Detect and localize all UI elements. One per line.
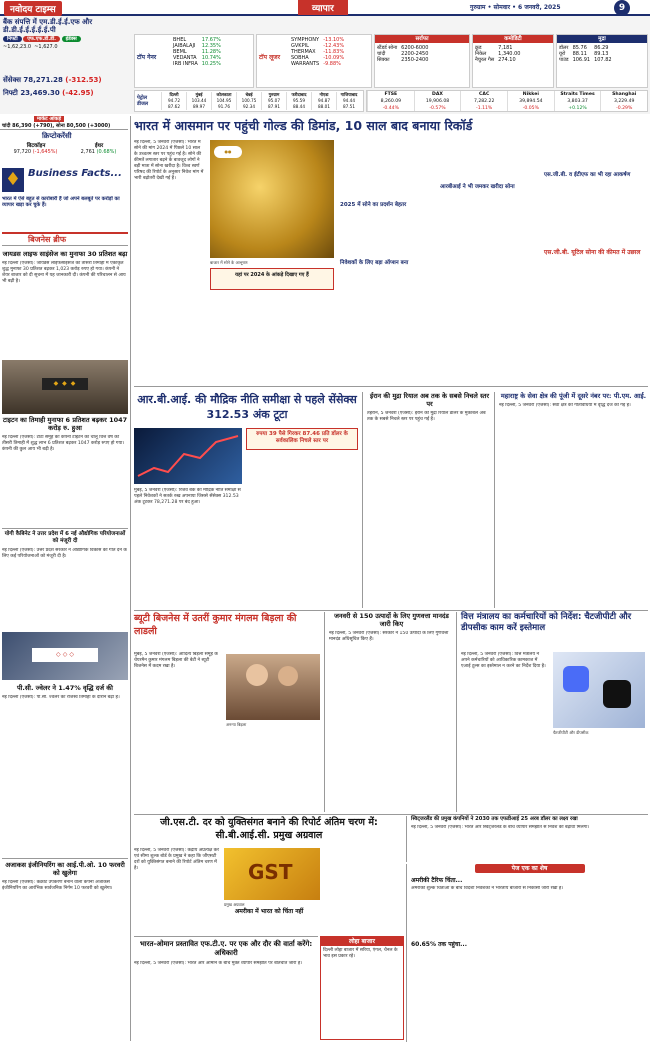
lower-divider xyxy=(134,814,648,815)
gst-body: नई दिल्ली, 5 जनवरी (एजेंसी): केंद्रीय अप्रत्यक्ष कर एवं सीमा शुल्क बोर्ड के प्रमुख ने कहा कि जीएसटी दरों को युक्तिसंगत बनाने की रिपोर्ट अंतिम चरण में है। xyxy=(134,848,220,871)
intl-index-label: Nikkei xyxy=(522,92,539,97)
bullion-label: स्टैंडर्ड सोना xyxy=(377,45,398,51)
fuel-table xyxy=(134,90,364,112)
intl-index xyxy=(554,91,601,111)
forex-buy: 88.11 xyxy=(572,51,587,57)
fuel-diesel: 92.34 xyxy=(243,104,255,109)
intl-index xyxy=(507,91,554,111)
intl-index-change: -0.05% xyxy=(522,106,539,111)
forex-sell: 86.29 xyxy=(594,45,609,51)
finmin-body: नई दिल्ली, 5 जनवरी (एजेंसी): वित्त मंत्रालय ने अपने कर्मचारियों को आधिकारिक कामकाज में एआई टूल्स का इस्तेमाल न करने का निर्देश दिया है। xyxy=(461,652,546,669)
commodity-title: कमोडिटी xyxy=(473,35,553,43)
gst-body-col3 xyxy=(324,848,404,932)
edition-line: गुरुग्राम • सोमवार • 6 जनवरी, 2025 xyxy=(470,4,561,11)
loser-pct: -12.43% xyxy=(323,43,345,49)
facts-body: भारत में ऐसे बहुत से कारोबारी हैं जो अपने बलबूते पर करोड़ों का व्यापार खड़ा कर चुके हैं। xyxy=(2,196,120,208)
fuel-city: चेन्नई xyxy=(245,92,253,97)
fuel-city-column xyxy=(286,92,311,110)
foreign-body-2 xyxy=(411,950,648,1030)
bullion-label: चांदी xyxy=(377,51,386,57)
gst-img-text: GST xyxy=(248,860,293,884)
fuel-city-column xyxy=(236,92,261,110)
foreign-body: अमरीकी शुल्क चिंताओं के बीच विदेशी निवेशकों ने भारतीय बाजारों से निकासी जारी रखी है। xyxy=(411,886,564,891)
nifty-label: निफ्टी xyxy=(3,89,18,97)
loser-pct: -11.83% xyxy=(323,49,345,55)
forex-label: पाउंड xyxy=(559,57,569,63)
foreign-sub: अमरीकी टैरिफ चिंता... xyxy=(411,877,463,884)
intl-index-value: 3,229.49 xyxy=(613,99,635,104)
fuel-city-column xyxy=(336,92,361,110)
loha-title: लोहा बाजार xyxy=(321,937,403,946)
brief-1-body: नई दिल्ली (एजेंसी): जायडस लाइफसाइंसेज का तीसरी तिमाही में एकीकृत शुद्ध मुनाफा 30 प्रतिशत बढ़कर 1,023 करोड़ रुपए हो गया। कंपनी ने शेयर बाजार को दी सूचना में यह जानकारी दी। कंपनी की परिचालन से आय भी बढ़ी है। xyxy=(2,261,126,284)
bullion-value: 6200-6000 xyxy=(401,45,429,51)
commodity-table xyxy=(473,45,522,63)
beauty-headline: ब्यूटी बिजनेस में उतरीं कुमार मंगलम बिड़ला की लाडली xyxy=(134,613,297,637)
brief-1 xyxy=(2,250,128,358)
lead-col4 xyxy=(440,140,540,376)
fuel-diesel: 87.62 xyxy=(168,104,180,109)
ai-apps-photo xyxy=(553,652,645,728)
gainer-name: JAIBALAJI xyxy=(173,43,196,49)
intl-indices xyxy=(366,90,648,112)
rbi-headline: आर.बी.आई. की मौद्रिक नीति समीक्षा से पहले सेंसेक्स 312.53 अंक टूटा xyxy=(137,393,357,421)
foreign-sub2: 60.65% तक पहुंचा... xyxy=(411,941,467,948)
lead-body: नई दिल्ली, 5 जनवरी (एजेंसी): भारत में सोने की मांग 2024 में पिछले 10 साल के उच्चतम स्तर पर पहुंच गई है। सोने की कीमतें लगातार बढ़ने के बावजूद लोगों ने बड़ी मात्रा में सोना खरीदा है। विश्व स्वर्ण परिषद की रिपोर्ट के अनुसार निवेश मांग में भारी बढ़ोतरी देखी गई है। xyxy=(134,140,204,181)
lead-divider xyxy=(134,386,648,387)
mid-divider xyxy=(134,610,648,611)
fuel-city: गुरुग्राम xyxy=(268,92,280,97)
brief-2-title: टाइटन का तिमाही मुनाफा 6 प्रतिशत बढ़कर 1047 करोड़ रु. हुआ xyxy=(2,416,128,432)
oman-headline: भारत-ओमान प्रस्तावित एफ.टी.ए. पर एक और दौर की वार्ता करेंगे: अधिकारी xyxy=(139,940,313,957)
forex-buy: 106.91 xyxy=(572,57,591,63)
fuel-city-column xyxy=(261,92,286,110)
commodity-box xyxy=(472,34,554,88)
loser-pct: -9.88% xyxy=(323,61,341,67)
loser-name: SYMPHONY xyxy=(291,37,320,43)
loha-box xyxy=(320,936,404,1040)
fuel-city-column xyxy=(161,92,186,110)
lead-subhead-e: एस.जी.बी. यूटिल सोना की कीमत में उछाल xyxy=(544,249,641,256)
fuel-petrol: 103.44 xyxy=(191,98,207,103)
iran-body: तेहरान, 5 जनवरी (एजेंसी): ईरान की मुद्रा रियाल डॉलर के मुकाबले अब तक के सबसे निचले स्तर पर पहुंच गई है। xyxy=(367,411,486,422)
intl-index xyxy=(367,91,414,111)
sensex-value: 78,271.28 xyxy=(23,76,63,84)
brief-5-title: अजाकस इंजीनियरिंग का आई.पी.ओ. 10 फरवरी को खुलेगा xyxy=(5,861,125,877)
lakh-story xyxy=(324,612,454,812)
fuel-petrol: 95.59 xyxy=(293,98,305,103)
msme-story xyxy=(494,392,648,608)
facts-icon: ♦ xyxy=(2,168,24,192)
gainer-pct: 11.28% xyxy=(201,49,221,55)
fuel-diesel: 89.97 xyxy=(193,104,205,109)
facts-title: Business Facts... xyxy=(28,168,122,179)
commodity-label: नैचुरल गैस xyxy=(475,57,495,63)
fuel-city-column xyxy=(211,92,236,110)
top-gainers xyxy=(134,34,254,88)
rbi-body-col2 xyxy=(246,454,358,604)
gainer-name: IRB INFRA xyxy=(173,61,198,67)
gainers-table xyxy=(171,37,223,67)
us-story xyxy=(224,908,314,934)
index-strip xyxy=(3,76,133,98)
beauty-story xyxy=(134,612,322,812)
gainer-pct: 12.35% xyxy=(201,43,221,49)
brief-header xyxy=(2,232,128,246)
app-icon xyxy=(563,666,589,692)
market-block xyxy=(0,16,650,114)
nifty-change: (-42.95) xyxy=(62,89,94,97)
msme-headline: महाराष्ट्र के सेवा क्षेत्र की पूंजी में दूसरे नंबर पर: पी.एम. आई. xyxy=(500,392,647,400)
fuel-city: दिल्ली xyxy=(169,92,179,97)
lead-headline: भारत में आसमान पर पहुंची गोल्ड की डिमांड, 10 साल बाद बनाया रिकॉर्ड xyxy=(134,118,473,133)
page-number: 9 xyxy=(614,0,630,16)
lakh-body: नई दिल्ली, 5 जनवरी (एजेंसी): सरकार ने 150 उत्पादों के लिए गुणवत्ता मानदंड अधिसूचित किए हैं। xyxy=(329,631,449,642)
foreign-title: पेज एक का शेष xyxy=(475,864,585,873)
fuel-diesel: 91.76 xyxy=(218,104,230,109)
oman-body: नई दिल्ली, 5 जनवरी (एजेंसी): भारत और ओमान के बीच मुक्त व्यापार समझौते पर बातचीत जारी है। xyxy=(134,961,303,966)
lead-subhead-d: एस.जी.बी. व ईटीएफ का भी रहा आकर्षण xyxy=(544,172,631,178)
swiss-headline: स्विट्जरलैंड की प्रमुख कंपनियों ने 2030 तक एफडीआई 25 अरब डॉलर का लक्ष्य रखा xyxy=(411,816,578,822)
beauty-caption: अनन्या बिड़ला xyxy=(226,722,247,727)
lead-col5 xyxy=(544,140,648,376)
crypto-box xyxy=(2,132,128,164)
commodity-label: क्रूड xyxy=(475,45,482,51)
msme-body: नई दिल्ली, 5 जनवरी (एजेंसी): सेवा क्षेत्र की गतिविधियों में वृद्धि दर्ज की गई है। xyxy=(499,403,631,408)
brief-title: बिजनेस ब्रीफ xyxy=(28,235,67,244)
fuel-diesel: 87.51 xyxy=(343,104,355,109)
foreign-story xyxy=(406,864,648,1042)
eth-change: (0.68%) xyxy=(96,149,117,155)
fuel-diesel: 88.44 xyxy=(293,104,305,109)
brief-4-body: नई दिल्ली (एजेंसी): पी.सी. ज्वेलर का राजस्व तिमाही के दौरान बढ़ा है। xyxy=(2,695,120,700)
intl-index-change: -0.57% xyxy=(429,106,446,111)
person-icon xyxy=(278,666,298,686)
gainer-name: BEML xyxy=(173,49,187,55)
bullion-value: 2350-2400 xyxy=(401,57,429,63)
lead-subhead-c: आरबीआई ने भी जमकर खरीदा सोना xyxy=(440,184,515,190)
loser-pct: -10.09% xyxy=(323,55,345,61)
beauty-body: मुंबई, 5 जनवरी (एजेंसी): आदित्य बिड़ला समूह के चेयरमैन कुमार मंगलम बिड़ला की बेटी ने ब्यूटी बिजनेस में कदम रखा है। xyxy=(134,652,218,669)
bullion-label: सिक्का xyxy=(377,57,390,63)
pc-jeweller-sign: ◇ ◇ ◇ xyxy=(32,648,98,662)
intl-index-change: -0.44% xyxy=(382,106,399,111)
row-label-index: इंडेक्स xyxy=(62,36,81,42)
ticker-text: चांदी 86,390 (+790), सोना 80,500 (+3000) xyxy=(2,123,111,129)
birla-photo xyxy=(226,654,320,720)
fuel-petrol: 94.72 xyxy=(168,98,180,103)
fuel-diesel: 87.91 xyxy=(268,104,280,109)
masthead xyxy=(0,0,650,16)
sensex-change: (-312.53) xyxy=(65,76,102,84)
bullion-value: 2200-2450 xyxy=(401,51,429,57)
bullion-box xyxy=(374,34,470,88)
intl-index-label: FTSE xyxy=(384,92,398,97)
value-1: ~1,62,23.0 xyxy=(3,44,32,50)
swiss-story xyxy=(406,816,648,862)
gainer-pct: 10.25% xyxy=(201,61,221,67)
oman-story xyxy=(134,936,318,1040)
intl-index-label: CAC xyxy=(479,92,490,97)
gold-bars-photo xyxy=(210,140,334,258)
lead-story xyxy=(134,118,648,384)
intl-index xyxy=(460,91,507,111)
gst-headline: जी.एस.टी. दर को युक्तिसंगत बनाने की रिपोर्ट अंतिम चरण में: सी.बी.आई.सी. प्रमुख अग्रवाल xyxy=(160,817,378,841)
commodity-value: 1,340.00 xyxy=(498,51,521,57)
loser-name: THERMAX xyxy=(291,49,316,55)
btc-label: बिटकॉइन xyxy=(26,143,46,149)
us-headline: अमरीका में भारत को चिंता नहीं xyxy=(234,908,304,915)
brief-3 xyxy=(2,528,128,628)
sensex-label: सेंसेक्स xyxy=(3,76,21,84)
brief-2-body: नई दिल्ली (एजेंसी): टाटा समूह की कंपनी टाइटन का चालू वित्त वर्ष की तीसरी तिमाही में शुद्ध लाभ 6 प्रतिशत बढ़कर 1047 करोड़ रुपए हो गया। कंपनी की कुल आय भी बढ़ी है। xyxy=(2,435,125,452)
column-divider xyxy=(130,116,131,1041)
gold-caption: बाजार में सोने के आभूषण xyxy=(210,260,248,265)
loser-name: WARRANTS xyxy=(291,61,320,67)
intl-index-change: +0.12% xyxy=(568,106,587,111)
value-2: ~1,627.0 xyxy=(34,44,58,50)
fuel-city: गाजियाबाद xyxy=(340,92,358,97)
lead-subhead-a: 2025 में सोने का प्रदर्शन बेहतर xyxy=(340,202,407,208)
finmin-headline: वित्त मंत्रालय का कर्मचारियों को निर्देश: चैटजीपीटी और डीपसीक काम करें इस्तेमाल xyxy=(461,612,632,633)
market-headline: बैंक संपत्ति में एम.डी.ई.ई.एफ और डी.डी.ई.ई.ई.ई.ई.पी xyxy=(3,18,93,34)
fuel-city: कोलकाता xyxy=(216,92,232,97)
intl-grid xyxy=(367,91,647,111)
rbi-body: मुंबई, 5 जनवरी (एजेंसी): रिजर्व बैंक की मौद्रिक नीति समीक्षा से पहले निवेशकों ने सतर्क रुख अपनाया जिससे सेंसेक्स 312.53 अंक टूटकर 78,271.28 पर बंद हुआ। xyxy=(134,488,241,505)
intl-index-value: 7,282.22 xyxy=(473,99,495,104)
pc-jeweller-photo xyxy=(2,632,128,680)
commodity-label: निकेल xyxy=(475,51,487,57)
fuel-title: पेट्रोल डीजल xyxy=(137,95,149,107)
ticker-bar xyxy=(0,116,128,130)
loha-body: दिल्ली लोहा बाजार में सरिया, एंगल, चैनल के भाव इस प्रकार रहे। xyxy=(323,948,398,959)
intl-index xyxy=(600,91,647,111)
gst-photo xyxy=(224,848,320,900)
intl-index-change: -1.11% xyxy=(476,106,493,111)
gainer-name: BHEL xyxy=(173,37,187,43)
stock-chart-photo xyxy=(134,428,242,484)
section-title: व्यापार xyxy=(298,0,348,15)
intl-index-value: 3,803.37 xyxy=(567,99,588,104)
intl-index xyxy=(414,91,461,111)
gainer-pct: 10.74% xyxy=(201,55,221,61)
btc-change: (-1,645%) xyxy=(32,149,58,155)
gst-caption: प्रमुख अग्रवाल xyxy=(224,902,245,907)
losers-title: टॉप लूजर xyxy=(259,54,281,61)
intl-index-change: -0.29% xyxy=(616,106,633,111)
titan-logo: ◆ ◆ ◆ xyxy=(42,378,88,390)
row-label-nifty: निफ्टी xyxy=(3,36,22,42)
row-label-ffdd: एफ.एफ.डी.डी. xyxy=(23,36,60,42)
gainers-title: टॉप गेनर xyxy=(137,54,157,61)
brief-1-title: जायडस लाइफ साइंसेज का मुनाफा 30 प्रतिशत बढ़ा xyxy=(2,250,128,258)
fuel-city: नोएडा xyxy=(319,92,329,97)
fuel-petrol: 100.75 xyxy=(241,98,257,103)
forex-sell: 89.13 xyxy=(594,51,609,57)
gold-council-logo: ●● xyxy=(214,146,242,158)
brief-5-body: नई दिल्ली (एजेंसी): कंक्रीट उपकरण बनाने वाली कंपनी अजाकस इंजीनियरिंग का आरंभिक सार्वजनिक निर्गम 10 फरवरी को खुलेगा। xyxy=(2,880,113,891)
brief-3-title: योगी कैबिनेट ने उत्तर प्रदेश में 6 नई औद्योगिक परियोजनाओं को मंजूरी दी xyxy=(4,531,126,544)
fuel-grid xyxy=(161,92,361,110)
loser-name: SOBHA xyxy=(291,55,309,61)
fuel-petrol: 94.87 xyxy=(318,98,330,103)
forex-table xyxy=(557,45,614,63)
crypto-title: क्रिप्टोकरेंसी xyxy=(42,132,72,140)
lakh-headline: जनवरी से 150 उत्पादों के लिए गुणवत्ता मानदंड जारी किए xyxy=(334,612,449,628)
lead-subhead-b: निवेशकों के लिए बड़ा ऑप्शन बना xyxy=(340,260,409,266)
brief-2 xyxy=(2,416,128,524)
nifty-value: 23,469.30 xyxy=(20,89,60,97)
lead-stat-text: यहां पर 2024 के आंकड़े दिखाए गए हैं xyxy=(235,272,309,278)
commodity-value: 274.10 xyxy=(498,57,516,63)
iran-headline: ईरान की मुद्रा रियाल अब तक के सबसे निचले स्तर पर xyxy=(370,392,489,408)
loser-name: GVKPIL xyxy=(291,43,309,49)
fuel-diesel: 88.01 xyxy=(318,104,330,109)
losers-table xyxy=(289,37,346,67)
intl-index-value: 19,906.08 xyxy=(425,99,450,104)
intl-index-label: DAX xyxy=(432,92,443,97)
rbi-story xyxy=(134,392,360,608)
gainer-pct: 17.67% xyxy=(201,37,221,43)
loser-pct: -13.10% xyxy=(323,37,345,43)
fuel-petrol: 104.95 xyxy=(216,98,232,103)
finmin-caption: चैटजीपीटी और डीपसीक xyxy=(553,730,589,735)
brief-3-body: नई दिल्ली (एजेंसी): उत्तर प्रदेश सरकार ने औद्योगिक विकास को गति देने के लिए कई परियोजनाओं को मंजूरी दी है। xyxy=(2,548,127,559)
top-losers xyxy=(256,34,372,88)
eth-label: ईथर xyxy=(94,143,104,149)
fuel-city: मुंबई xyxy=(195,92,203,97)
fuel-city-column xyxy=(186,92,211,110)
btc-value: 97,720 xyxy=(13,149,32,155)
brief-4-title: पी.सी. ज्वेलर ने 1.47% वृद्धि दर्ज की xyxy=(17,684,113,692)
lead-col3 xyxy=(340,140,436,376)
forex-label: यूरो xyxy=(559,51,566,57)
fuel-petrol: 95.07 xyxy=(268,98,280,103)
finmin-story xyxy=(456,612,648,812)
rupee-box xyxy=(246,428,358,450)
forex-box xyxy=(556,34,648,88)
swiss-body: नई दिल्ली, 5 जनवरी (एजेंसी): भारत और स्विट्जरलैंड के बीच व्यापार समझौते से निवेश को बढ़ावा मिलेगा। xyxy=(411,825,590,830)
eth-value: 2,761 xyxy=(80,149,95,155)
commodity-value: 7,181 xyxy=(498,45,513,51)
forex-buy: 85.76 xyxy=(572,45,587,51)
bullion-table xyxy=(375,45,430,63)
rupee-box-text: रुपया 39 पैसे गिरकर 87.46 प्रति डॉलर के सर्वकालिक निचले स्तर पर xyxy=(256,431,348,444)
newspaper-logo: नवोदय टाइम्स xyxy=(4,1,62,16)
brief-5 xyxy=(2,858,128,1038)
lead-stat-box xyxy=(210,268,334,290)
app-icon xyxy=(603,680,631,708)
gainer-name: VEDANTA xyxy=(173,55,197,61)
forex-sell: 107.82 xyxy=(594,57,612,63)
titan-store-photo xyxy=(2,360,128,414)
fuel-city-column xyxy=(311,92,336,110)
intl-index-value: 8,260.09 xyxy=(380,99,402,104)
forex-label: डॉलर xyxy=(559,45,569,51)
person-icon xyxy=(246,664,268,686)
ticker-tag: मार्केट आंकड़े xyxy=(34,116,64,122)
fuel-city: फरीदाबाद xyxy=(291,92,307,97)
brief-4 xyxy=(2,684,128,854)
iran-story xyxy=(362,392,492,608)
intl-index-value: 39,894.54 xyxy=(519,99,543,104)
market-top-left xyxy=(3,18,133,50)
intl-index-label: Straits Times xyxy=(560,92,595,97)
intl-index-label: Shanghai xyxy=(612,92,637,97)
fuel-petrol: 94.44 xyxy=(343,98,355,103)
bullion-title: सर्राफा xyxy=(375,35,469,43)
forex-title: मुद्रा xyxy=(557,35,647,43)
business-facts xyxy=(2,166,128,228)
stock-chart-icon xyxy=(134,428,242,484)
lead-body-col1 xyxy=(134,140,204,376)
lead-body-col2 xyxy=(210,294,270,376)
